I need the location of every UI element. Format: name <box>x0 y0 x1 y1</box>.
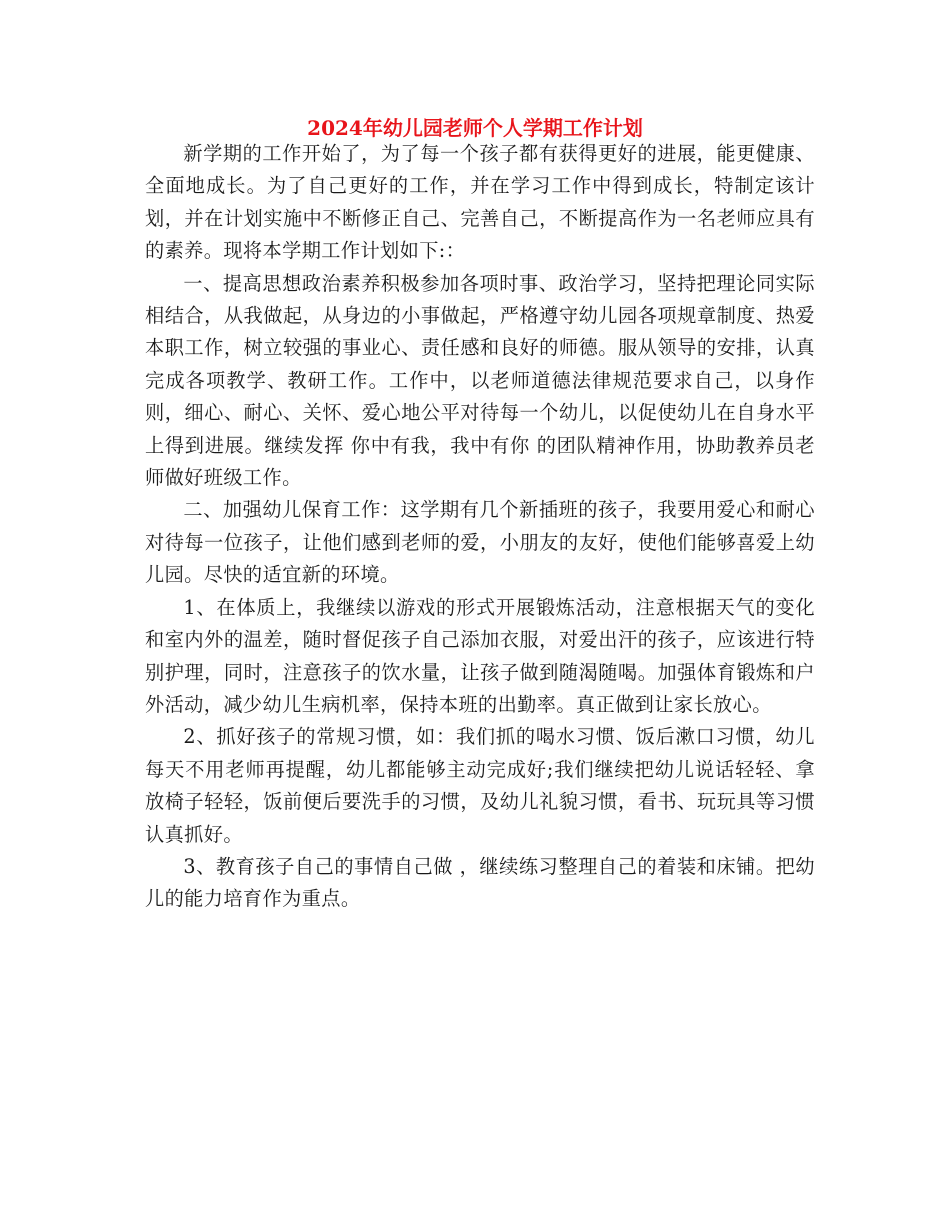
document-body <box>145 138 815 916</box>
paragraph-section-1: 一、提高思想政治素养积极参加各项时事、政治学习，坚持把理论同实际相结合，从我做起，从身边的小事做起，严格遵守幼儿园各项规章制度、热爱本职工作，树立较强的事业心、责任感和良好的师德。服从领导的安排，认真完成各项教学、教研工作。工作中，以老师道德法律规范要求自己，以身作则，细心、耐心、关怀、爱心地公平对待每一个幼儿，以促使幼儿在自身水平上得到进展。继续发挥 你中有我，我中有你 的团队精神作用，协助教养员老师做好班级工作。 <box>145 271 815 490</box>
paragraph-item-1: 1、在体质上，我继续以游戏的形式开展锻炼活动，注意根据天气的变化和室内外的温差，随时督促孩子自己添加衣服，对爱出汗的孩子，应该进行特别护理，同时，注意孩子的饮水量，让孩子做到随渴随喝。加强体育锻炼和户外活动，减少幼儿生病机率，保持本班的出勤率。真正做到让家长放心。 <box>145 595 815 716</box>
paragraph-item-2: 2、抓好孩子的常规习惯，如：我们抓的喝水习惯、饭后漱口习惯，幼儿每天不用老师再提醒，幼儿都能够主动完成好;我们继续把幼儿说话轻轻、拿放椅子轻轻，饭前便后要洗手的习惯，及幼儿礼貌习惯，看书、玩玩具等习惯认真抓好。 <box>145 725 815 846</box>
paragraph-section-2: 二、加强幼儿保育工作：这学期有几个新插班的孩子，我要用爱心和耐心对待每一位孩子，让他们感到老师的爱，小朋友的友好，使他们能够喜爱上幼儿园。尽快的适宜新的环境。 <box>145 498 815 587</box>
paragraph-item-3: 3、教育孩子自己的事情自己做 ，继续练习整理自己的着装和床铺。把幼儿的能力培育作为重点。 <box>145 854 815 911</box>
document-title: 2024年幼儿园老师个人学期工作计划 <box>307 116 643 140</box>
paragraph-intro: 新学期的工作开始了，为了每一个孩子都有获得更好的进展，能更健康、全面地成长。为了自己更好的工作，并在学习工作中得到成长，特制定该计划，并在计划实施中不断修正自己、完善自己，不断提高作为一名老师应具有的素养。现将本学期工作计划如下:： <box>145 142 815 263</box>
